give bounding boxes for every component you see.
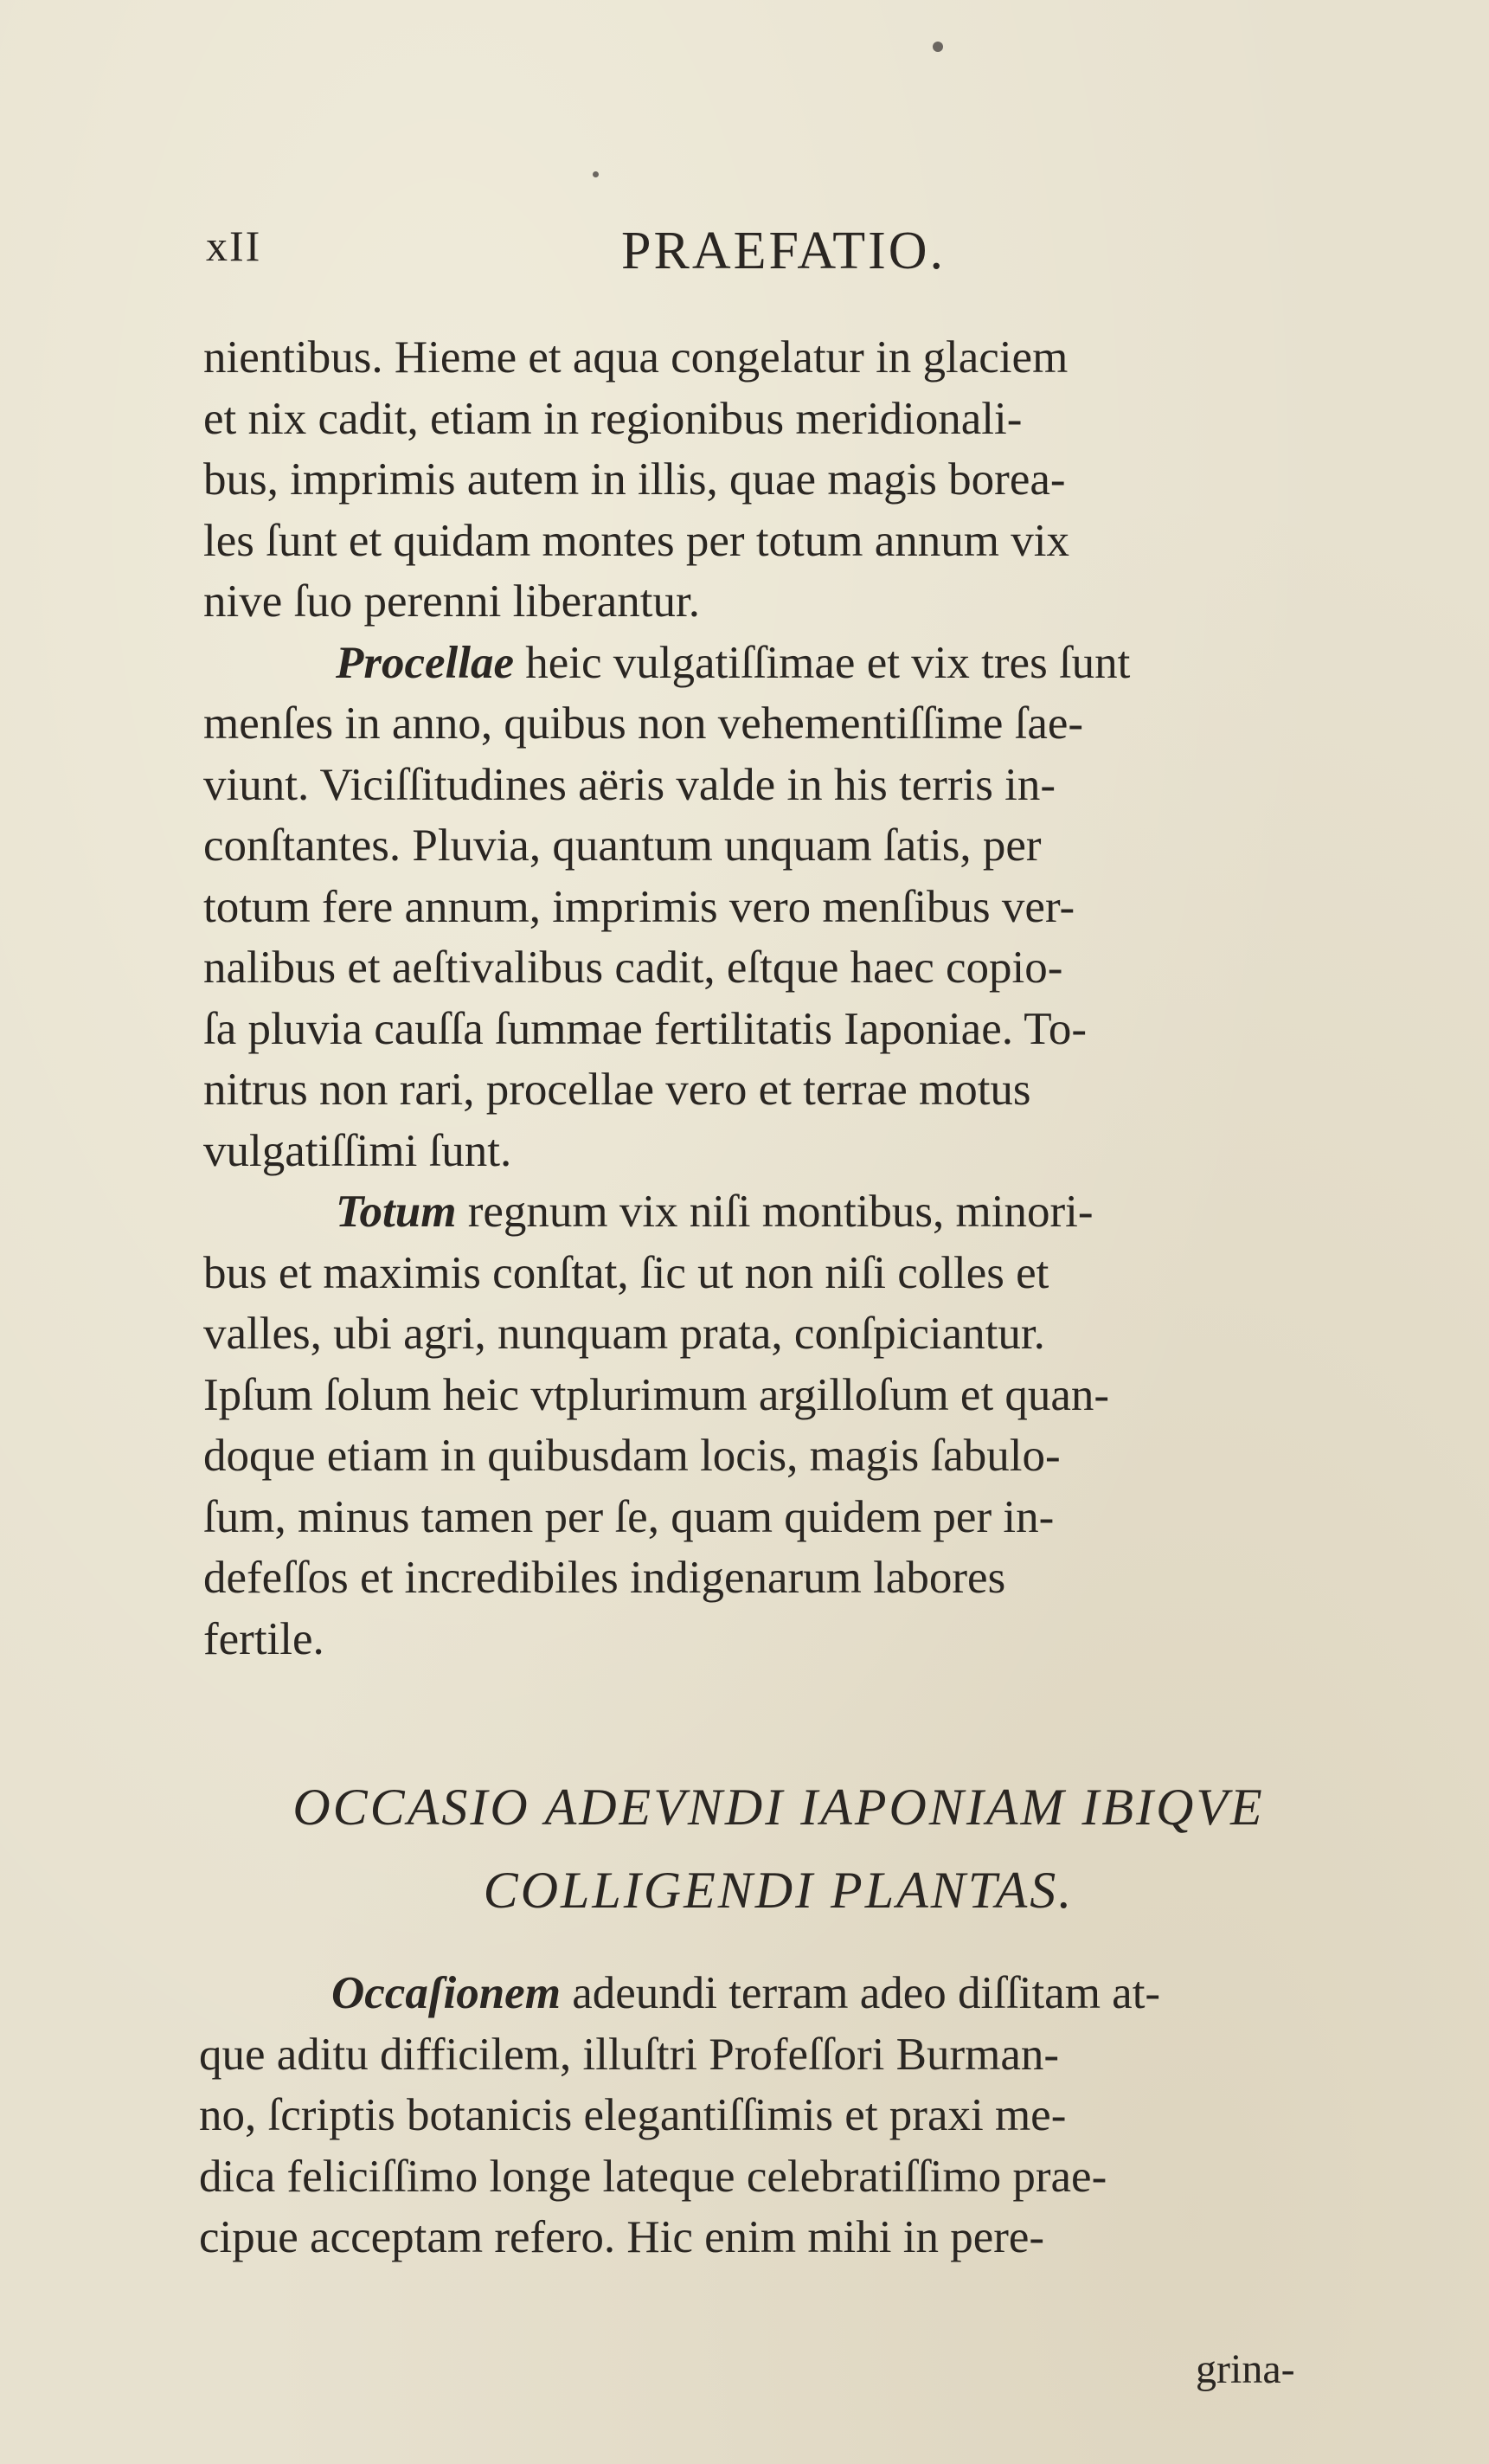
text-line: valles, ubi agri, nunquam prata, conſpiciantur. xyxy=(203,1309,1045,1359)
text-line: menſes in anno, quibus non vehementiſſime ſae- xyxy=(203,698,1084,749)
catchword: grina- xyxy=(1196,2346,1295,2392)
body-text xyxy=(203,327,1389,1669)
page-header xyxy=(206,221,1383,299)
paragraph-2 xyxy=(203,633,1389,1182)
text-line: Totum regnum vix niſi montibus, minori- xyxy=(336,1187,1094,1237)
text-line: Procellae heic vulgatiſſimae et vix tres ſunt xyxy=(336,637,1131,688)
text-line: ſum, minus tamen per ſe, quam quidem per in- xyxy=(203,1491,1055,1542)
paragraph-3 xyxy=(203,1181,1389,1669)
text-line: ſa pluvia cauſſa ſummae fertilitatis Iaponiae. To- xyxy=(203,1003,1088,1054)
text-line: les ſunt et quidam montes per totum annum vix xyxy=(203,515,1069,566)
text-line: cipue acceptam refero. Hic enim mihi in pere- xyxy=(199,2212,1045,2262)
section-paragraph xyxy=(199,1963,1350,2268)
text-line: doque etiam in quibusdam locis, magis ſabulo- xyxy=(203,1431,1061,1481)
section-heading-line: COLLIGENDI PLANTAS. xyxy=(483,1862,1075,1919)
running-title: PRAEFATIO. xyxy=(621,222,947,280)
text-line: bus, imprimis autem in illis, quae magis borea- xyxy=(203,454,1066,505)
text-line: conſtantes. Pluvia, quantum unquam ſatis, per xyxy=(203,820,1042,871)
text-line: que aditu difficilem, illuſtri Profeſſori Burman- xyxy=(199,2029,1060,2080)
text-line: nientibus. Hieme et aqua congelatur in glaciem xyxy=(203,332,1069,383)
text-line: nalibus et aeſtivalibus cadit, eſtque haec copio- xyxy=(203,942,1063,993)
text-line: Occaſionem adeundi terram adeo diſſitam at- xyxy=(331,1968,1161,2018)
paragraph-lead: Procellae xyxy=(336,637,515,688)
text-line: viunt. Viciſſitudines aëris valde in his terris in- xyxy=(203,759,1056,810)
page-number: xII xyxy=(206,222,262,270)
section-heading-line: OCCASIO ADEVNDI IAPONIAM IBIQVE xyxy=(292,1779,1265,1836)
paper-speck xyxy=(933,42,943,52)
text-line: defeſſos et incredibiles indigenarum labores xyxy=(203,1553,1006,1603)
text-line: no, ſcriptis botanicis elegantiſſimis et praxi me- xyxy=(199,2090,1067,2140)
text-line: totum fere annum, imprimis vero menſibus ver- xyxy=(203,881,1075,932)
text-line: bus et maximis conſtat, ſic ut non niſi colles et xyxy=(203,1247,1049,1298)
paragraph-1 xyxy=(203,327,1389,633)
paper-speck xyxy=(593,171,599,177)
text-line: dica feliciſſimo longe lateque celebratiſſimo prae- xyxy=(199,2151,1107,2202)
text-line: nive ſuo perenni liberantur. xyxy=(203,576,700,627)
paragraph-lead: Totum xyxy=(336,1187,457,1237)
paragraph-lead: Occaſionem xyxy=(331,1968,561,2018)
text-line: Ipſum ſolum heic vtplurimum argilloſum et quan- xyxy=(203,1369,1110,1420)
section-heading xyxy=(173,1766,1384,1932)
text-line: fertile. xyxy=(203,1613,324,1664)
text-line: nitrus non rari, procellae vero et terrae motus xyxy=(203,1065,1031,1115)
text-line: et nix cadit, etiam in regionibus meridionali- xyxy=(203,393,1023,444)
text-line: vulgatiſſimi ſunt. xyxy=(203,1125,512,1176)
